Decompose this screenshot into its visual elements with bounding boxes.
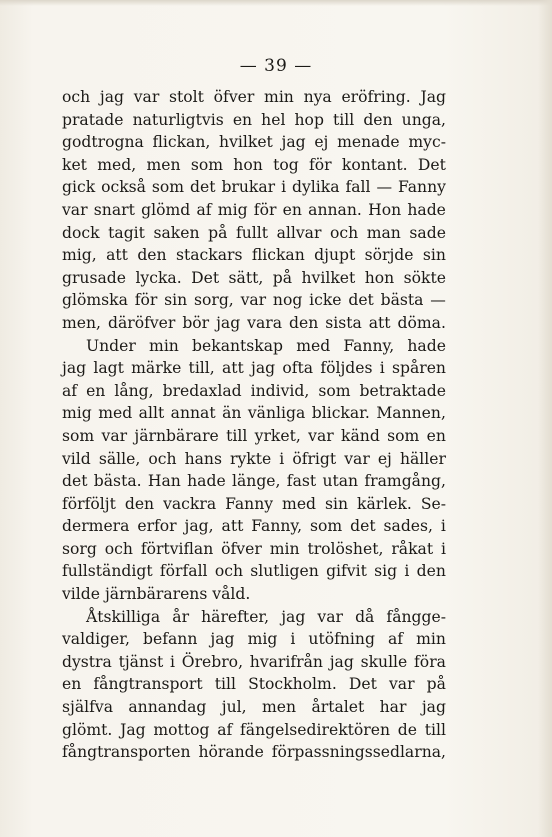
text-line: jag lagt märke till, att jag ofta följdes i spåren bbox=[62, 359, 446, 378]
text-line: Åtskilliga år härefter, jag var då fångge- bbox=[86, 607, 446, 626]
text-line: dystra tjänst i Örebro, hvarifrån jag skulle föra bbox=[62, 652, 446, 671]
text-line: fullständigt förfall och slutligen gifvit sig i den bbox=[62, 562, 446, 581]
text-line: grusade lycka. Det sätt, på hvilket hon sökte bbox=[62, 268, 446, 287]
text-line: vilde järnbärarens våld. bbox=[62, 585, 251, 604]
text-line: glömt. Jag mottog af fängelsedirektören de till bbox=[62, 720, 446, 739]
text-line: och jag var stolt öfver min nya eröfring. Jag bbox=[62, 88, 446, 106]
text-line: valdiger, befann jag mig i utöfning af min bbox=[62, 630, 446, 649]
text-line: gick också som det brukar i dylika fall — Fanny bbox=[62, 178, 446, 197]
text-line: af en lång, bredaxlad individ, som betraktade bbox=[62, 381, 446, 400]
text-line: dermera erfor jag, att Fanny, som det sades, i bbox=[62, 517, 446, 536]
text-line: men, däröfver bör jag vara den sista att döma. bbox=[62, 313, 446, 332]
text-line: vild sälle, och hans rykte i öfrigt var ej häller bbox=[62, 449, 446, 468]
text-line: som var järnbärare till yrket, var känd som en bbox=[62, 426, 446, 445]
text-line: pratade naturligtvis en hel hop till den unga, bbox=[62, 110, 446, 129]
text-line: mig med allt annat än vänliga blickar. Mannen, bbox=[62, 404, 446, 423]
text-line: själfva annandag jul, men årtalet har jag bbox=[62, 698, 446, 717]
text-line: dock tagit saken på fullt allvar och man sade bbox=[62, 223, 446, 242]
text-line: var snart glömd af mig för en annan. Hon hade bbox=[62, 200, 446, 219]
text-line: en fångtransport till Stockholm. Det var på bbox=[62, 675, 446, 694]
page-top-edge bbox=[0, 0, 552, 6]
text-line: ket med, men som hon tog för kontant. Det bbox=[62, 155, 446, 174]
text-line: sorg och förtviflan öfver min trolöshet, råkat i bbox=[62, 539, 446, 558]
body-text bbox=[62, 86, 446, 764]
text-line: det bästa. Han hade länge, fast utan framgång, bbox=[62, 472, 446, 491]
page-right-edge bbox=[538, 0, 552, 837]
text-line: mig, att den stackars flickan djupt sörjde sin bbox=[62, 246, 446, 265]
text-line: Under min bekantskap med Fanny, hade bbox=[86, 336, 446, 355]
page-number: — 39 — bbox=[239, 56, 313, 76]
text-line: förföljt den vackra Fanny med sin kärlek. Se- bbox=[62, 494, 446, 513]
text-line: godtrogna flickan, hvilket jag ej menade myc- bbox=[62, 133, 446, 152]
text-line: glömska för sin sorg, var nog icke det bästa — bbox=[62, 291, 446, 310]
text-line: fångtransporten hörande förpassningssedlarna, bbox=[62, 743, 446, 762]
